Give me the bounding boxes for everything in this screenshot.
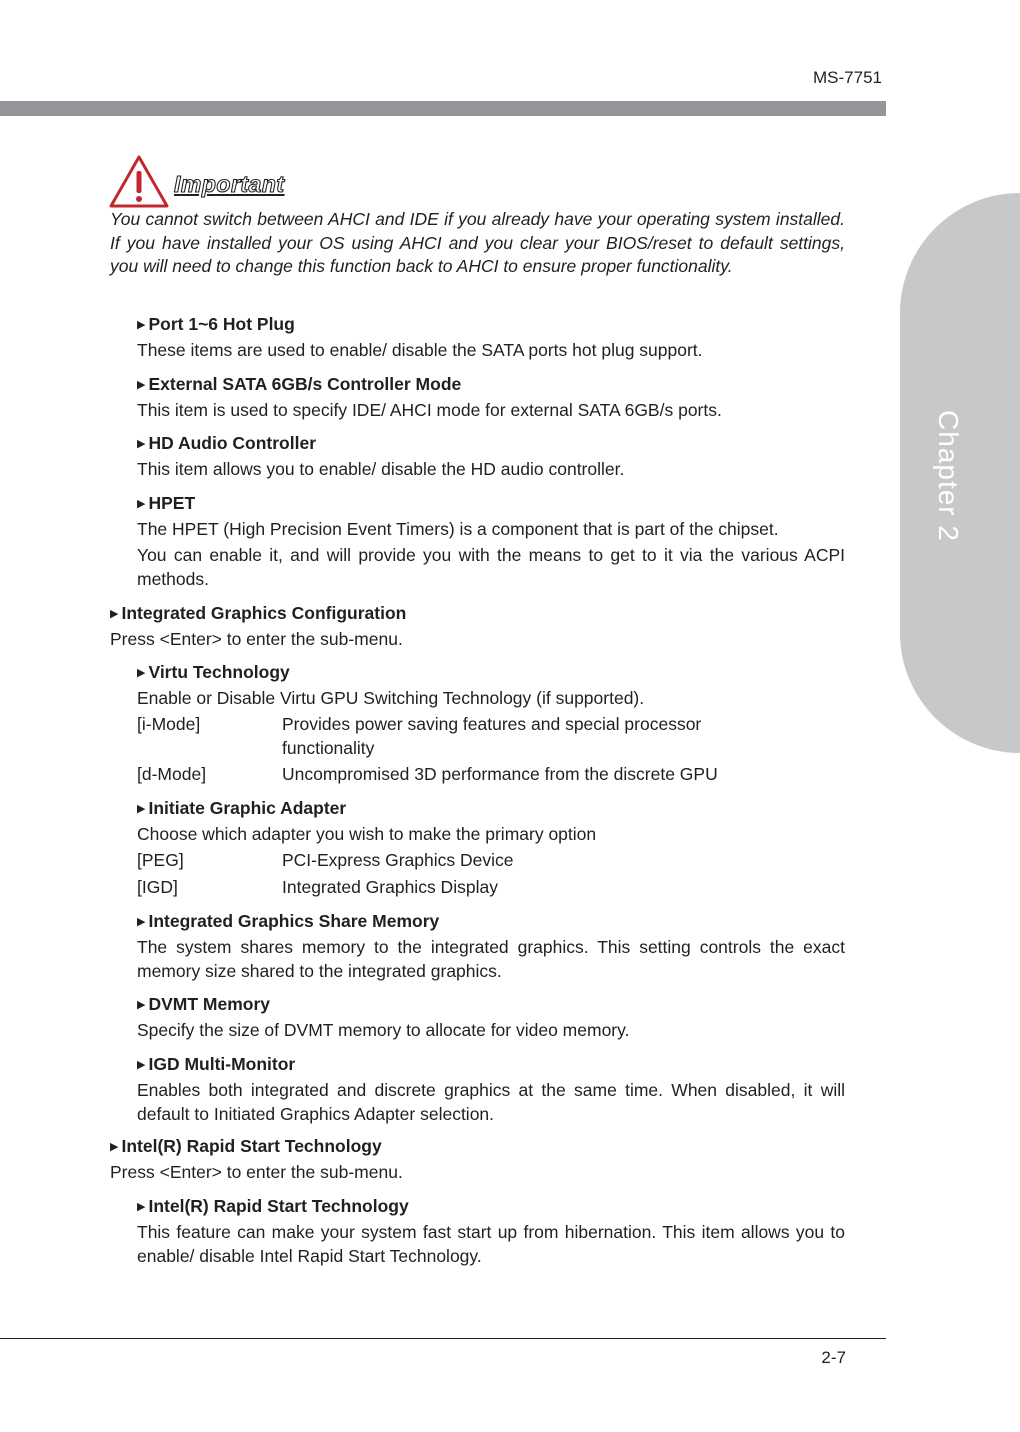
triangle-bullet-icon: ▶ [110,608,119,620]
page-number: 2-7 [821,1348,846,1367]
triangle-bullet-icon: ▶ [137,916,146,928]
item-title-share-memory: ▶ Integrated Graphics Share Memory [137,911,440,931]
item-desc-rst: This feature can make your system fast start up from hibernation. This item allows you to enable/ disable Intel Rapid Start Technology. [137,1222,845,1266]
item-desc-share-memory: The system shares memory to the integrated graphics. This setting controls the exact memory size shared to the integrated graphics. [137,937,845,981]
item-title-port-hotplug: ▶ Port 1~6 Hot Plug [137,314,295,334]
item-desc-virtu: Enable or Disable Virtu GPU Switching Technology (if supported). [137,688,645,708]
option-key: [PEG] [137,850,184,870]
header-bar [0,101,886,116]
option-value: Provides power saving features and special processor functionality [282,714,702,758]
triangle-bullet-icon: ▶ [137,319,146,331]
triangle-bullet-icon: ▶ [137,498,146,510]
item-title-igd-multi: ▶ IGD Multi-Monitor [137,1054,296,1074]
option-value: Integrated Graphics Display [282,877,498,897]
item-title-ext-sata: ▶ External SATA 6GB/s Controller Mode [137,374,462,394]
triangle-bullet-icon: ▶ [137,803,146,815]
triangle-bullet-icon: ▶ [110,1141,119,1153]
item-title-hd-audio: ▶ HD Audio Controller [137,433,317,453]
item-desc-rst-menu: Press <Enter> to enter the sub-menu. [110,1162,403,1182]
item-title-hpet: ▶ HPET [137,493,196,513]
item-desc-initiate: Choose which adapter you wish to make the primary option [137,824,597,844]
warning-icon [108,154,170,210]
triangle-bullet-icon: ▶ [137,667,146,679]
item-desc-hd-audio: This item allows you to enable/ disable the HD audio controller. [137,459,625,479]
item-desc-hpet-1: The HPET (High Precision Event Timers) is a component that is part of the chipset. [137,519,779,539]
item-desc-igc: Press <Enter> to enter the sub-menu. [110,629,403,649]
triangle-bullet-icon: ▶ [137,379,146,391]
important-title: Important [174,171,285,197]
item-title-rst: ▶ Intel(R) Rapid Start Technology [137,1196,409,1216]
item-title-initiate: ▶ Initiate Graphic Adapter [137,798,347,818]
item-desc-ext-sata: This item is used to specify IDE/ AHCI mode for external SATA 6GB/s ports. [137,400,722,420]
item-title-igc: ▶ Integrated Graphics Configuration [110,603,407,623]
triangle-bullet-icon: ▶ [137,438,146,450]
item-desc-dvmt: Specify the size of DVMT memory to allocate for video memory. [137,1020,630,1040]
option-key: [i-Mode] [137,714,201,734]
option-value: Uncompromised 3D performance from the discrete GPU [282,764,718,784]
option-value: PCI-Express Graphics Device [282,850,514,870]
option-key: [d-Mode] [137,764,207,784]
triangle-bullet-icon: ▶ [137,1201,146,1213]
item-title-dvmt: ▶ DVMT Memory [137,994,271,1014]
triangle-bullet-icon: ▶ [137,999,146,1011]
item-title-virtu: ▶ Virtu Technology [137,662,290,682]
option-key: [IGD] [137,877,178,897]
important-note: You cannot switch between AHCI and IDE if you already have your operating system installed. If you have installed your OS using AHCI and you clear your BIOS/reset to default settings, you will need to change this function back to AHCI to ensure proper functionality. [110,209,845,276]
chapter-tab-label: Chapter 2 [933,410,964,542]
item-desc-igd-multi: Enables both integrated and discrete graphics at the same time. When disabled, it will default to Initiated Graphics Adapter selection. [137,1080,845,1124]
footer-rule [0,1338,886,1339]
item-desc-hpet-2: You can enable it, and will provide you with the means to get to it via the various ACPI methods. [137,545,845,589]
model-number: MS-7751 [813,68,882,87]
triangle-bullet-icon: ▶ [137,1059,146,1071]
item-desc-port-hotplug: These items are used to enable/ disable the SATA ports hot plug support. [137,340,703,360]
item-title-rst-menu: ▶ Intel(R) Rapid Start Technology [110,1136,382,1156]
